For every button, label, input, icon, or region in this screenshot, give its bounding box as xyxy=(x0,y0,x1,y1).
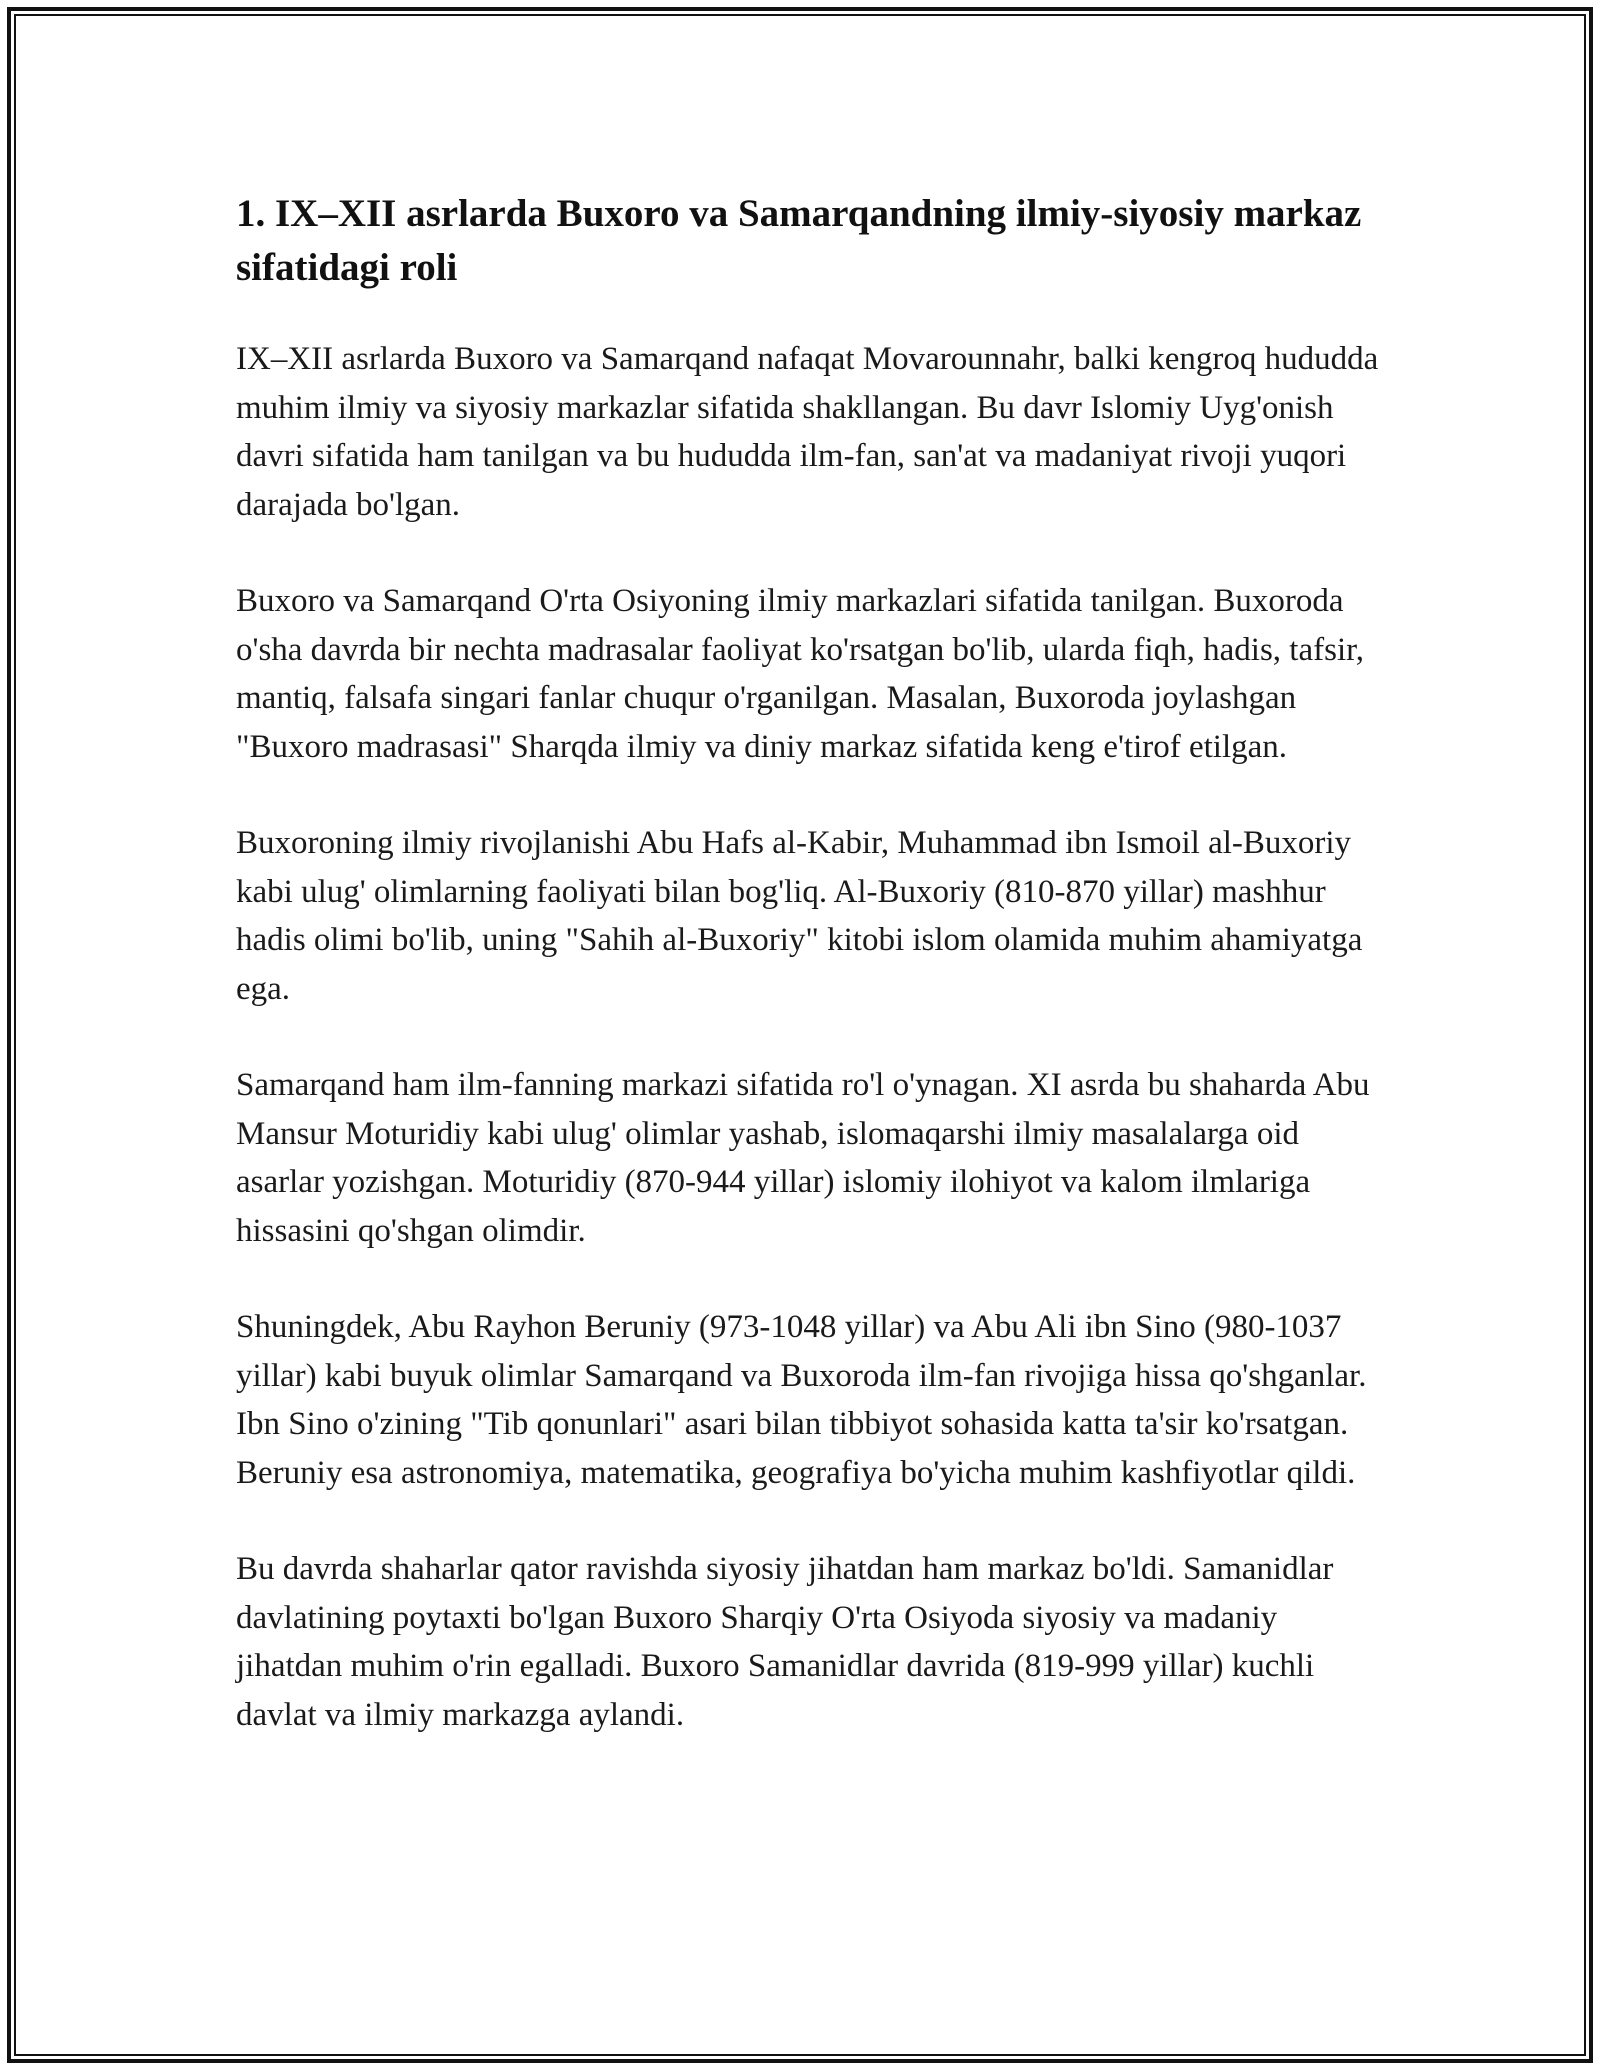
paragraph-political-center: Bu davrda shaharlar qator ravishda siyosiy jihatdan ham markaz bo'ldi. Samanidlar davlatining poytaxti bo'lgan Buxoro Sharqiy O'rta Osiyoda siyosiy va madaniy jihatdan muhim o'rin egalladi. Buxoro Samanidlar davrida (819-999 yillar) kuchli davlat va ilmiy markazga aylandi. xyxy=(236,1551,1334,1733)
paragraph-bukhari: Buxoroning ilmiy rivojlanishi Abu Hafs al-Kabir, Muhammad ibn Ismoil al-Buxoriy kabi ulug' olimlarning faoliyati bilan bog'liq. Al-Buxoriy (810-870 yillar) mashhur hadis olimi bo'lib, uning "Sahih al-Buxoriy" kitobi islom olamida muhim ahamiyatga ega. xyxy=(236,825,1363,1007)
section-heading: 1. IX–XII asrlarda Buxoro va Samarqandning ilmiy-siyosiy markaz sifatidagi roli xyxy=(236,192,1362,289)
paragraph-samarkand: Samarqand ham ilm-fanning markazi sifatida ro'l o'ynagan. XI asrda bu shaharda Abu Mansur Moturidiy kabi ulug' olimlar yashab, islomaqarshi ilmiy masalalarga oid asarlar yozishgan. Moturidiy (870-944 yillar) islomiy ilohiyot va kalom ilmlariga hissasini qo'shgan olimdir. xyxy=(236,1067,1370,1249)
document-body xyxy=(236,187,1386,1787)
paragraph-scientific-centers: Buxoro va Samarqand O'rta Osiyoning ilmiy markazlari sifatida tanilgan. Buxoroda o'sha davrda bir nechta madrasalar faoliyat ko'rsatgan bo'lib, ularda fiqh, hadis, tafsir, mantiq, falsafa singari fanlar chuqur o'rganilgan. Masalan, Buxoroda joylashgan "Buxoro madrasasi" Sharqda ilmiy va diniy markaz sifatida keng e'tirof etilgan. xyxy=(236,583,1365,765)
paragraph-intro: IX–XII asrlarda Buxoro va Samarqand nafaqat Movarounnahr, balki kengroq hududda muhim ilmiy va siyosiy markazlar sifatida shakllangan. Bu davr Islomiy Uyg'onish davri sifatida ham tanilgan va bu hududda ilm-fan, san'at va madaniyat rivoji yuqori darajada bo'lgan. xyxy=(236,341,1379,523)
paragraph-scholars: Shuningdek, Abu Rayhon Beruniy (973-1048 yillar) va Abu Ali ibn Sino (980-1037 yillar) kabi buyuk olimlar Samarqand va Buxoroda ilm-fan rivojiga hissa qo'shganlar. Ibn Sino o'zining "Tib qonunlari" asari bilan tibbiyot sohasida katta ta'sir ko'rsatgan. Beruniy esa astronomiya, matematika, geografiya bo'yicha muhim kashfiyotlar qildi. xyxy=(236,1309,1367,1491)
